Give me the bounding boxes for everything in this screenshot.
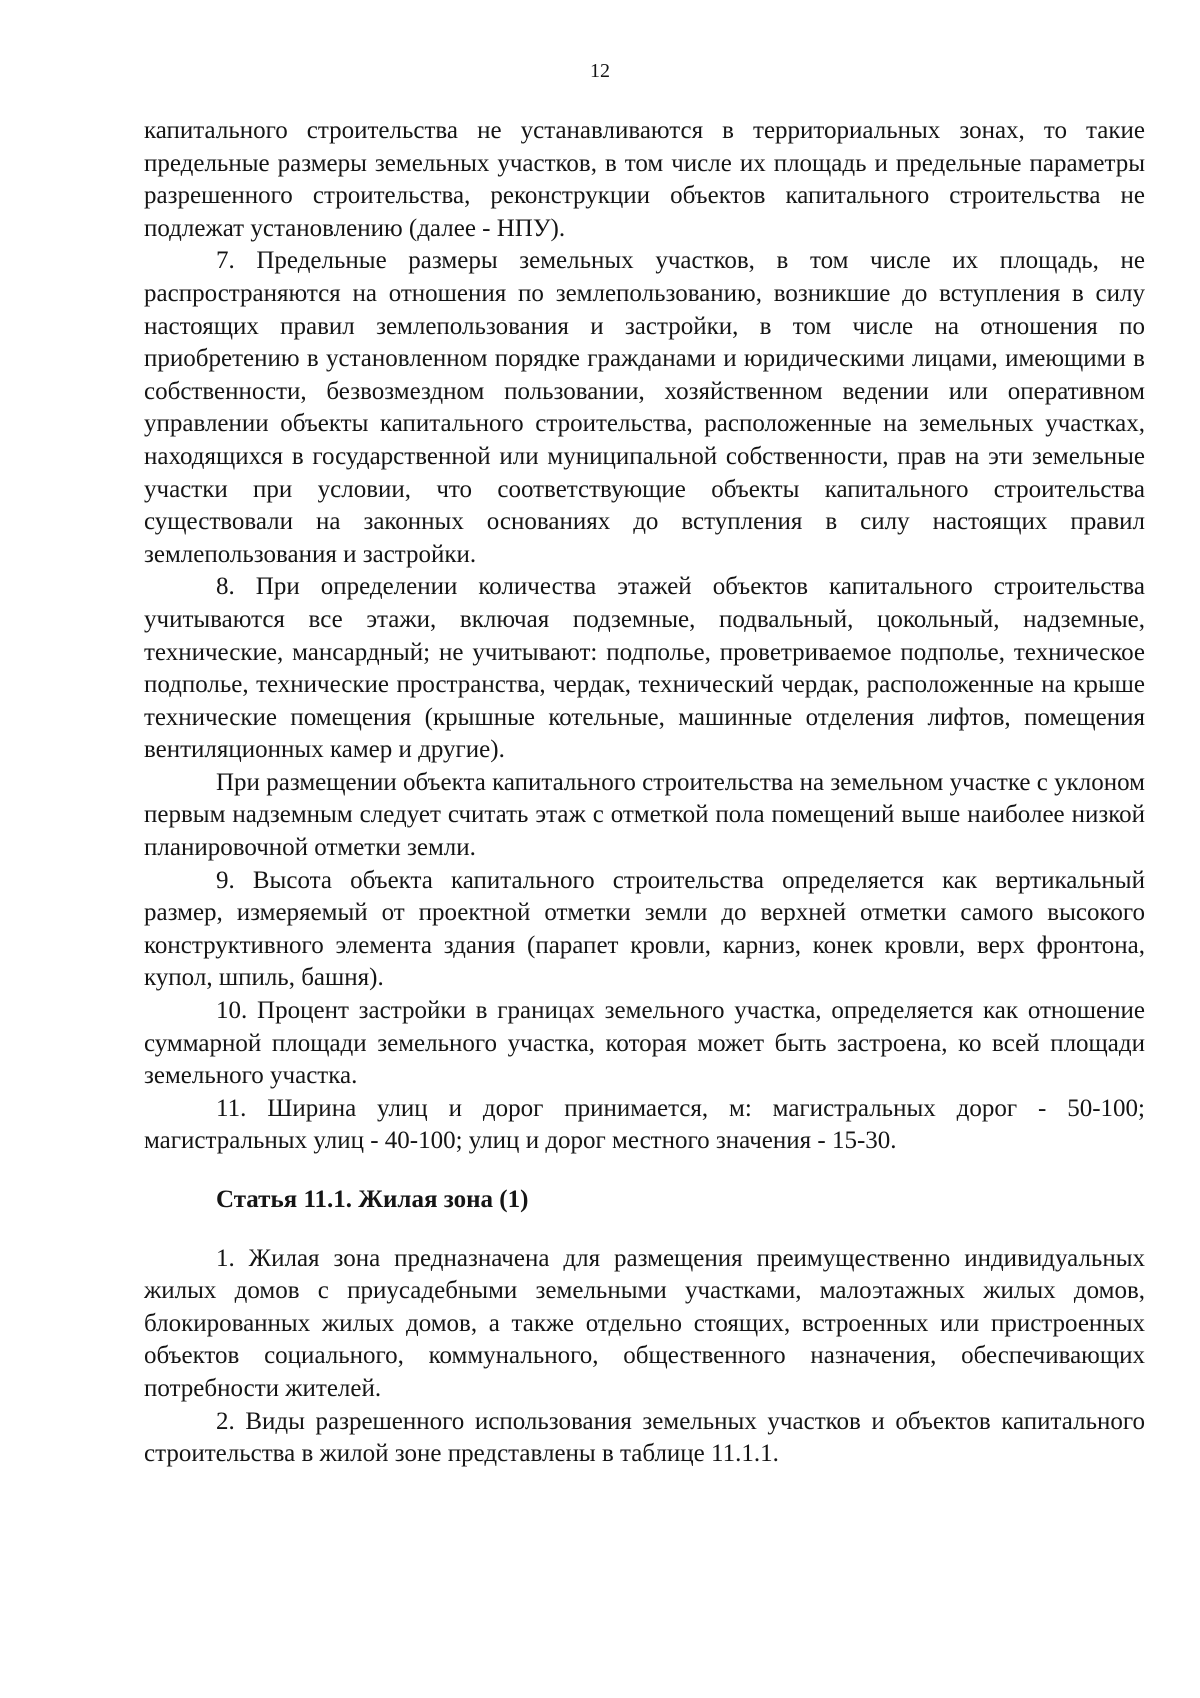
paragraph-continuation: капитального строительства не устанавливаются в территориальных зонах, то такие предельные размеры земельных участков, в том числе их площадь и предельные параметры разрешенного строительства, реконструкции объектов капитального строительства не подлежат установлению (далее - НПУ). bbox=[144, 117, 1145, 242]
paragraph-slope-floor: При размещении объекта капитального строительства на земельном участке с уклоном первым надземным следует считать этаж с отметкой пола помещений выше наиболее низкой планировочной отметки земли. bbox=[144, 768, 1145, 862]
page-number: 12 bbox=[590, 60, 610, 82]
paragraph-item-10: 10. Процент застройки в границах земельного участка, определяется как отношение суммарной площади земельного участка, которая может быть застроена, ко всей площади земельного участка. bbox=[144, 997, 1145, 1090]
section-heading: Статья 11.1. Жилая зона (1) bbox=[216, 1186, 529, 1213]
paragraph-item-11: 11. Ширина улиц и дорог принимается, м: магистральных дорог - 50-100; магистральных улиц - 40-100; улиц и дорог местного значения - 15-30. bbox=[144, 1094, 1145, 1155]
document-body bbox=[144, 115, 1145, 1471]
paragraph-zone-item-1: 1. Жилая зона предназначена для размещения преимущественно индивидуальных жилых домов с приусадебными земельными участками, малоэтажных жилых домов, блокированных жилых домов, а также отдельно стоящих, встроенных или пристроенных объектов социального, коммунального, общественного назначения, обеспечивающих потребности жителей. bbox=[144, 1244, 1145, 1402]
paragraph-zone-item-2: 2. Виды разрешенного использования земельных участков и объектов капитального строительства в жилой зоне представлены в таблице 11.1.1. bbox=[144, 1407, 1145, 1468]
paragraph-item-8: 8. При определении количества этажей объектов капитального строительства учитываются все этажи, включая подземные, подвальный, цокольный, надземные, технические, мансардный; не учитывают: подполье, проветриваемое подполье, техническое подполье, технические пространства, чердак, технический чердак, расположенные на крыше технические помещения (крышные котельные, машинные отделения лифтов, помещения вентиляционных камер и другие). bbox=[144, 573, 1145, 764]
paragraph-item-9: 9. Высота объекта капитального строительства определяется как вертикальный размер, измеряемый от проектной отметки земли до верхней отметки самого высокого конструктивного элемента здания (парапет кровли, карниз, конек кровли, верх фронтона, купол, шпиль, башня). bbox=[144, 866, 1145, 992]
paragraph-item-7: 7. Предельные размеры земельных участков, в том числе их площадь, не распространяются на отношения по землепользованию, возникшие до вступления в силу настоящих правил землепользования и застройки, в том числе на отношения по приобретению в установленном порядке гражданами и юридическими лицами, имеющими в собственности, безвозмездном пользовании, хозяйственном ведении или оперативном управлении объекты капитального строительства, расположенные на земельных участках, находящихся в государственной или муниципальной собственности, прав на эти земельные участки при условии, что соответствующие объекты капитального строительства существовали на законных основаниях до вступления в силу настоящих правил землепользования и застройки. bbox=[144, 247, 1145, 568]
